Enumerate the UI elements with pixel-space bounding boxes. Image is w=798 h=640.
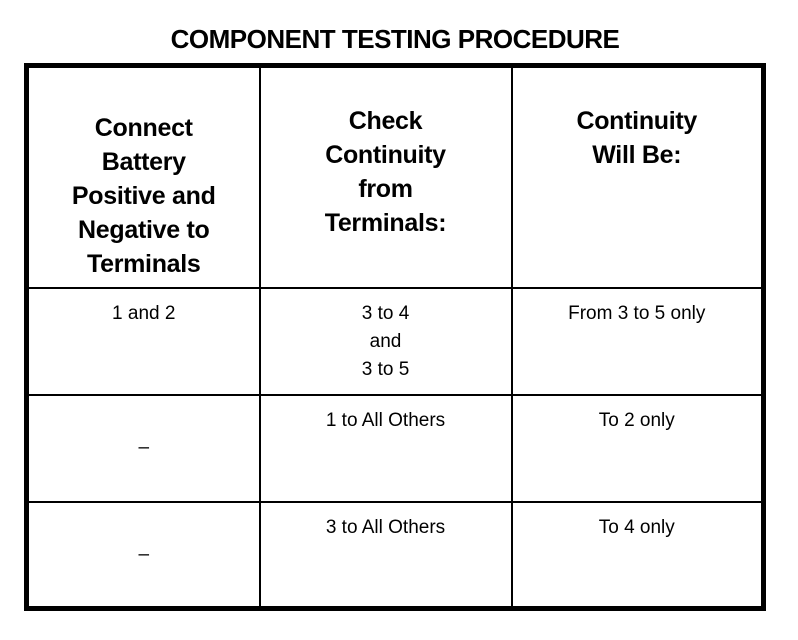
- header-line: from: [358, 175, 413, 203]
- battery-cell: [27, 395, 260, 502]
- result-cell: [512, 502, 764, 609]
- battery-value: –: [138, 436, 150, 458]
- header-line: Continuity: [576, 107, 698, 135]
- check-cell: [260, 288, 512, 395]
- check-cell: [260, 395, 512, 502]
- header-line: Battery: [101, 148, 186, 176]
- result-value: To 4 only: [598, 516, 675, 538]
- battery-cell: [27, 502, 260, 609]
- result-value: To 2 only: [598, 409, 675, 431]
- table-row: [27, 288, 764, 395]
- result-value: From 3 to 5 only: [568, 302, 706, 324]
- check-value: 3 to All Others: [325, 516, 446, 538]
- battery-cell: [27, 288, 260, 395]
- header-line: Continuity: [325, 141, 446, 169]
- header-line: Negative to: [78, 216, 210, 244]
- header-line: Terminals: [86, 250, 201, 278]
- header-line: Connect: [94, 114, 193, 142]
- battery-value: 1 and 2: [112, 302, 176, 324]
- result-cell: [512, 395, 764, 502]
- check-cell: [260, 502, 512, 609]
- table-header-row: [27, 66, 764, 288]
- check-line: 3 to 4: [361, 302, 410, 324]
- header-line: Will Be:: [592, 141, 682, 169]
- check-value: 1 to All Others: [325, 409, 446, 431]
- header-line: Check: [348, 107, 423, 135]
- header-connect-battery: [27, 66, 260, 288]
- result-cell: [512, 288, 764, 395]
- header-check-continuity: [260, 66, 512, 288]
- header-line: Positive and: [71, 182, 216, 210]
- battery-value: –: [138, 543, 150, 565]
- header-line: Terminals:: [324, 209, 447, 237]
- check-line: 3 to 5: [361, 358, 410, 380]
- check-value-stack: [261, 289, 511, 384]
- header-continuity-result: [512, 66, 764, 288]
- table-row: [27, 395, 764, 502]
- check-line: and: [369, 330, 402, 352]
- table-row: [27, 502, 764, 609]
- component-testing-table: [24, 63, 766, 611]
- document-title: COMPONENT TESTING PROCEDURE: [170, 24, 620, 54]
